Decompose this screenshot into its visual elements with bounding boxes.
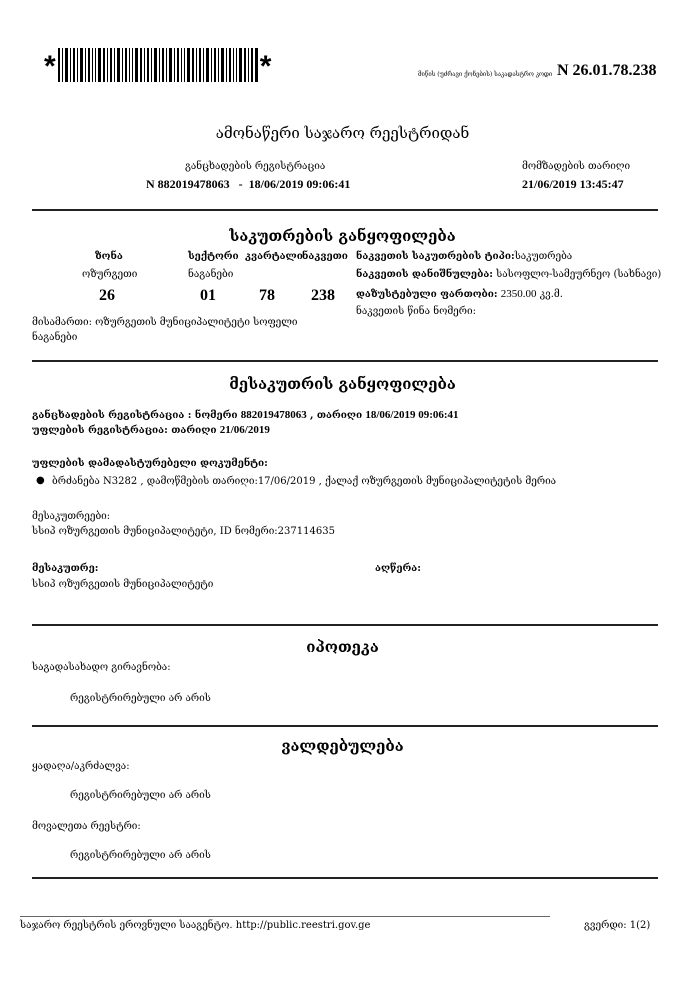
- property-section-title: საკუთრების განყოფილება: [229, 227, 456, 245]
- right-registration-date: 21/06/2019: [219, 424, 270, 436]
- issue-date-label: მომზადების თარიღი: [522, 161, 631, 172]
- divider: [32, 360, 658, 362]
- parcel-purpose: [356, 269, 661, 280]
- parcel-code: 238: [311, 287, 335, 304]
- registration-label: განცხადების რეგისტრაცია : ნომერი: [32, 410, 238, 421]
- seizure-value: რეგისტრირებული არ არის: [70, 790, 211, 801]
- tax-lien-value: რეგისტრირებული არ არის: [70, 693, 211, 704]
- divider: [32, 725, 658, 727]
- owner-value: სსიპ ოზურგეთის მუნიციპალიტეტი: [32, 579, 214, 590]
- quarter-code: 78: [259, 287, 275, 304]
- parcel-area-unit: კვ.მ.: [539, 289, 563, 300]
- owner-section-title: მესაკუთრის განყოფილება: [229, 375, 456, 393]
- parcel-purpose-label: ნაკვეთის დანიშნულება:: [356, 269, 493, 280]
- zone-name: ოზურგეთი: [82, 269, 138, 280]
- parcel-type: [356, 251, 572, 262]
- divider: [32, 877, 658, 879]
- bullet-icon: ●: [36, 475, 45, 486]
- owner-registration: [32, 409, 459, 421]
- seizure-label: ყადაღა/აკრძალვა:: [32, 761, 130, 772]
- debtors-registry-label: მოვალეთა რეესტრი:: [32, 821, 141, 832]
- sector-code: 01: [200, 287, 216, 304]
- previous-parcel-number-label: ნაკვეთის წინა ნომერი:: [356, 306, 476, 317]
- mortgage-section-title: იპოთეკა: [306, 638, 379, 656]
- parcel-type-value: საკუთრება: [514, 251, 573, 262]
- owner-label: მესაკუთრე:: [32, 563, 99, 574]
- parcel-purpose-value: სასოფლო-სამეურნეო (სახნავი): [496, 269, 662, 280]
- barcode-start-mark: *: [44, 50, 56, 83]
- right-registration: [32, 424, 270, 436]
- document-label: უფლების დამადასტურებელი დოკუმენტი:: [32, 458, 268, 469]
- owners-label: მესაკუთრეები:: [32, 511, 111, 522]
- debtors-registry-value: რეგისტრირებული არ არის: [70, 850, 211, 861]
- document-title: ამონაწერი საჯარო რეესტრიდან: [215, 124, 470, 142]
- issue-date-value: 21/06/2019 13:45:47: [522, 177, 624, 191]
- parcel-area-label: დაზუსტებული ფართობი:: [356, 289, 498, 300]
- barcode-bars: [58, 48, 258, 82]
- address: მისამართი: ოზურგეთის მუნიციპალიტეტი სოფელი ნაგანები: [32, 317, 298, 343]
- registration-date-label: , თარიღი: [309, 410, 363, 421]
- tax-lien-label: საგადასახადო გირავნობა:: [32, 662, 171, 673]
- quarter-label: კვარტალი: [245, 251, 303, 262]
- divider: [32, 209, 658, 211]
- barcode-end-mark: *: [259, 50, 272, 83]
- sector-label: სექტორი: [188, 251, 239, 262]
- right-registration-label: უფლების რეგისტრაცია: თარიღი: [32, 425, 217, 436]
- parcel-area-value: 2350.00: [500, 288, 537, 300]
- divider: [32, 624, 658, 626]
- footer-divider: [20, 916, 550, 917]
- application-label: განცხადების რეგისტრაცია: [185, 161, 326, 172]
- page-number: გვერდი: 1(2): [584, 920, 651, 931]
- registration-number: 882019478063: [240, 409, 307, 421]
- owners-value: სსიპ ოზურგეთის მუნიციპალიტეტი, ID ნომერი:237114635: [32, 526, 335, 537]
- parcel-type-label: ნაკვეთის საკუთრების ტიპი:: [356, 251, 515, 262]
- cadastral-code: N 26.01.78.238: [557, 62, 657, 79]
- cadastral-code-caption: მიწის (უძრავი ქონების) საკადასტრო კოდი: [418, 71, 553, 78]
- zone-label: ზონა: [95, 251, 123, 262]
- liabilities-section-title: ვალდებულება: [281, 737, 404, 755]
- footer-agency: საჯარო რეესტრის ეროვნული სააგენტო. http://public.reestri.gov.ge: [20, 920, 371, 931]
- zone-code: 26: [99, 287, 115, 304]
- registration-date: 18/06/2019 09:06:41: [365, 409, 459, 421]
- document-item: ბრძანება N3282 , დამოწმების თარიღი:17/06/2019 , ქალაქ ოზურგეთის მუნიციპალიტეტის მერია: [52, 476, 557, 487]
- parcel-area: [356, 288, 563, 300]
- application-value: N 882019478063 - 18/06/2019 09:06:41: [146, 177, 351, 191]
- description-label: აღწერა:: [375, 563, 421, 574]
- barcode: [44, 48, 284, 86]
- parcel-label: ნაკვეთი: [302, 251, 348, 262]
- sector-name: ნაგანები: [188, 269, 234, 280]
